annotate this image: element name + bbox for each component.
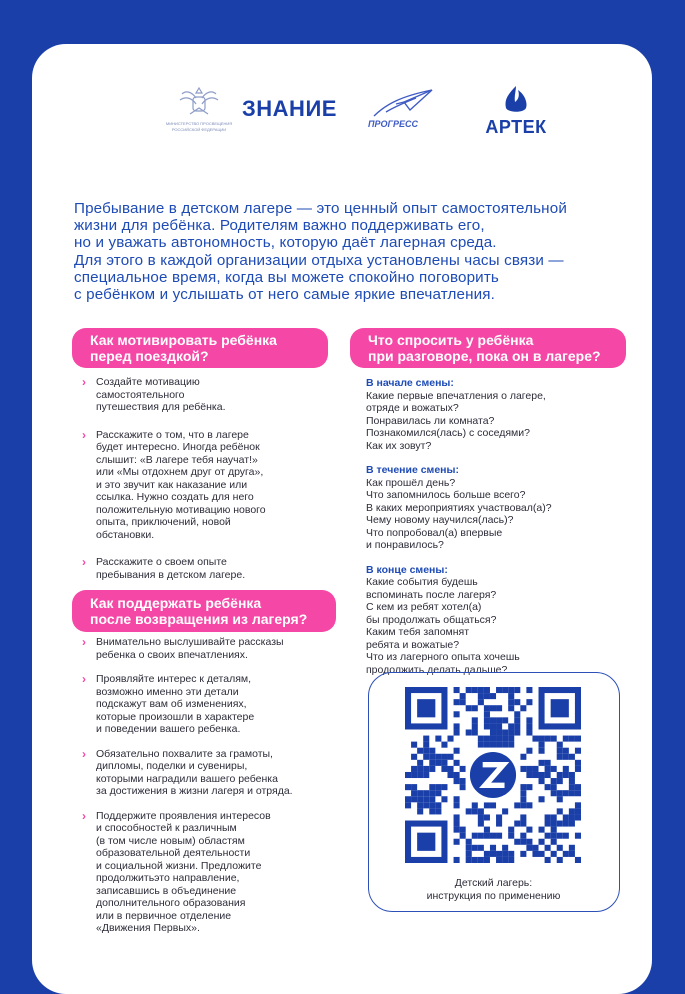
item-line: или в первичное отделение — [96, 909, 232, 922]
support-heading — [72, 590, 336, 632]
item-line: Обязательно похвалите за грамоты, — [96, 747, 273, 760]
intro-line: специальное время, когда вы можете спокойно поговорить — [74, 268, 499, 286]
item-line: Расскажите о том, что в лагере — [96, 428, 249, 441]
item-line: возможно именно эти детали — [96, 685, 239, 698]
motivate-list — [82, 376, 332, 596]
chevron-right-icon: › — [82, 672, 86, 686]
question-line: бы продолжать общаться? — [366, 613, 497, 626]
list-item — [82, 429, 332, 542]
question-line: отряде и вожатых? — [366, 402, 459, 414]
qr-code-icon[interactable] — [405, 687, 581, 863]
section-heading: В начале смены: — [366, 377, 454, 389]
question-line: и понравилось? — [366, 539, 444, 551]
qr-caption-line: инструкция по применению — [426, 889, 561, 902]
question-line: Какие первые впечатления о лагере, — [366, 389, 546, 402]
question-line: Познакомился(лась) с соседями? — [366, 427, 530, 439]
support-heading-line: после возвращения из лагеря? — [90, 611, 308, 627]
question-line: Как прошёл день? — [366, 476, 456, 489]
item-line: дипломы, поделки и сувениры, — [96, 760, 248, 772]
item-line: образовательной деятельности — [96, 847, 251, 859]
ask-section-start — [366, 377, 626, 452]
item-line: и поведении вашего ребенка. — [96, 723, 241, 735]
item-line: ссылка. Нужно создать для него — [96, 491, 254, 503]
motivate-heading — [72, 328, 328, 368]
chevron-right-icon: › — [82, 635, 86, 649]
item-line: записавшись в объединение — [96, 884, 237, 897]
ask-section-end — [366, 564, 626, 677]
item-line: (в том числе новым) областям — [96, 834, 245, 847]
item-line: Внимательно выслушивайте рассказы — [96, 636, 284, 648]
ask-questions — [366, 377, 626, 688]
question-line: ребята и вожатые? — [366, 638, 460, 651]
artek-logo — [484, 84, 548, 138]
chevron-right-icon: › — [82, 746, 86, 761]
ask-heading-line: при разговоре, пока он в лагере? — [368, 348, 601, 364]
question-line: продолжить делать дальше? — [366, 663, 508, 676]
intro-line: с ребёнком и услышать от него самые яркие впечатления. — [74, 286, 496, 304]
motivate-heading-line: перед поездкой? — [90, 348, 209, 364]
intro-paragraph — [74, 200, 634, 303]
list-item — [82, 673, 332, 736]
ministry-emblem-icon — [176, 84, 222, 120]
item-line: продолжитьэто направление, — [96, 872, 240, 884]
info-card — [32, 44, 652, 994]
question-line: Что из лагерного опыта хочешь — [366, 651, 520, 663]
logo-strip — [32, 44, 652, 154]
intro-line: Для этого в каждой организации отдыха установлены часы связи — — [74, 251, 564, 269]
item-line: обстановки. — [96, 528, 155, 541]
paper-plane-icon — [366, 86, 436, 120]
intro-line: но и уважать автономность, которую даёт лагерная среда. — [74, 234, 497, 252]
section-heading: В течение смены: — [366, 464, 459, 476]
support-list — [82, 636, 332, 947]
item-line: Создайте мотивацию — [96, 376, 200, 388]
item-line: которыми наградили вашего ребенка — [96, 772, 278, 785]
ministry-caption-1: МИНИСТЕРСТВО ПРОСВЕЩЕНИЯ — [165, 121, 233, 126]
question-line: Что попробовал(а) впервые — [366, 526, 503, 539]
question-line: Что запомнилось больше всего? — [366, 489, 526, 501]
list-item — [82, 376, 332, 414]
item-line: будет интересно. Иногда ребёнок — [96, 441, 260, 453]
ministry-logo — [156, 84, 242, 132]
intro-line: Пребывание в детском лагере — это ценный опыт самостоятельной — [74, 200, 567, 217]
list-item — [82, 810, 332, 935]
item-line: ребенка о своих впечатлениях. — [96, 648, 248, 661]
question-line: Чему новому научился(лась)? — [366, 514, 514, 526]
intro-line: жизни для ребёнка. Родителям важно поддерживать его, — [74, 217, 485, 235]
item-line: путешествия для ребёнка. — [96, 401, 226, 413]
qr-panel — [368, 672, 620, 912]
item-line: подскажут вам об изменениях, — [96, 698, 247, 710]
item-line: Поддержите проявления интересов — [96, 809, 271, 822]
item-line: и способностей к различным — [96, 822, 237, 834]
list-item — [82, 748, 332, 798]
question-line: Какие события будешь — [366, 576, 478, 588]
question-line: В каких мероприятиях участвовал(а)? — [366, 501, 552, 514]
flame-icon — [498, 84, 534, 114]
item-line: и это звучит как наказание или — [96, 478, 248, 491]
question-line: С кем из ребят хотел(а) — [366, 601, 482, 613]
list-item — [82, 556, 332, 581]
item-line: слышит: «В лагере тебя научат!» — [96, 453, 258, 466]
item-line: самостоятельного — [96, 388, 185, 401]
ask-heading-line: Что спросить у ребёнка — [368, 332, 534, 348]
section-heading: В конце смены: — [366, 563, 448, 576]
question-line: Понравилась ли комната? — [366, 414, 495, 427]
item-line: которые произошли в характере — [96, 710, 255, 723]
item-line: или «Мы отдохнем друг от друга», — [96, 466, 264, 478]
artek-text: АРТЕК — [485, 117, 547, 137]
chevron-right-icon: › — [82, 427, 86, 442]
motivate-heading-line: Как мотивировать ребёнка — [90, 332, 277, 348]
chevron-right-icon: › — [82, 555, 86, 569]
question-line: Каким тебя запомнят — [366, 626, 470, 638]
ask-section-during — [366, 464, 626, 552]
qr-caption-line: Детский лагерь: — [454, 877, 533, 889]
list-item — [82, 636, 332, 661]
item-line: дополнительного образования — [96, 897, 246, 909]
progress-logo — [366, 86, 438, 129]
item-line: опыта, приключений, новой — [96, 516, 231, 528]
item-line: Расскажите о своем опыте — [96, 556, 227, 568]
chevron-right-icon: › — [82, 808, 86, 823]
question-line: Как их зовут? — [366, 439, 432, 452]
item-line: за достижения в жизни лагеря и отряда. — [96, 785, 293, 797]
support-heading-line: Как поддержать ребёнка — [90, 595, 262, 611]
qr-caption — [369, 877, 618, 902]
item-line: и социальной жизни. Предложите — [96, 859, 262, 872]
chevron-right-icon: › — [82, 375, 86, 389]
item-line: Проявляйте интерес к деталям, — [96, 673, 252, 685]
item-line: «Движения Первых». — [96, 922, 200, 934]
ask-heading — [350, 328, 626, 368]
znanie-logo: ЗНАНИЕ — [242, 96, 337, 121]
progress-text: ПРОГРЕСС — [368, 119, 419, 129]
item-line: пребывания в детском лагере. — [96, 568, 246, 581]
question-line: вспоминать после лагеря? — [366, 588, 497, 601]
item-line: положительную мотивацию нового — [96, 503, 266, 516]
ministry-caption-2: РОССИЙСКОЙ ФЕДЕРАЦИИ — [171, 127, 227, 132]
